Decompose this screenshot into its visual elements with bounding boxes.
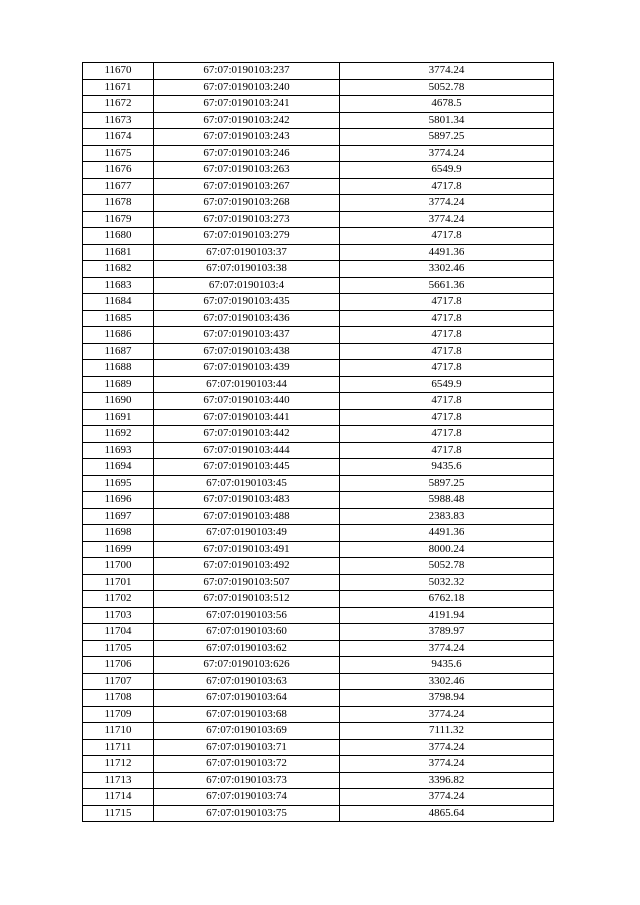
value-cell: 3774.24 [340, 195, 554, 212]
cadastral-number-cell: 67:07:0190103:4 [154, 277, 340, 294]
cadastral-number-cell: 67:07:0190103:68 [154, 706, 340, 723]
cadastral-number-cell: 67:07:0190103:72 [154, 756, 340, 773]
table-row [83, 376, 554, 393]
row-number-cell: 11685 [83, 310, 154, 327]
value-cell: 4678.5 [340, 96, 554, 113]
table-row [83, 409, 554, 426]
row-number-cell: 11689 [83, 376, 154, 393]
value-cell: 9435.6 [340, 459, 554, 476]
table-row [83, 294, 554, 311]
cadastral-number-cell: 67:07:0190103:60 [154, 624, 340, 641]
cadastral-number-cell: 67:07:0190103:273 [154, 211, 340, 228]
table-body [83, 63, 554, 822]
table-row [83, 277, 554, 294]
table-row [83, 772, 554, 789]
value-cell: 5897.25 [340, 129, 554, 146]
cadastral-number-cell: 67:07:0190103:441 [154, 409, 340, 426]
table-row [83, 574, 554, 591]
data-table [82, 62, 554, 822]
table-row [83, 723, 554, 740]
value-cell: 3774.24 [340, 145, 554, 162]
value-cell: 5052.78 [340, 79, 554, 96]
cadastral-number-cell: 67:07:0190103:263 [154, 162, 340, 179]
row-number-cell: 11686 [83, 327, 154, 344]
value-cell: 3789.97 [340, 624, 554, 641]
row-number-cell: 11693 [83, 442, 154, 459]
table-row [83, 640, 554, 657]
table-row [83, 360, 554, 377]
table-row [83, 706, 554, 723]
value-cell: 5661.36 [340, 277, 554, 294]
row-number-cell: 11676 [83, 162, 154, 179]
table-row [83, 96, 554, 113]
table-row [83, 327, 554, 344]
cadastral-number-cell: 67:07:0190103:507 [154, 574, 340, 591]
cadastral-number-cell: 67:07:0190103:45 [154, 475, 340, 492]
cadastral-number-cell: 67:07:0190103:242 [154, 112, 340, 129]
row-number-cell: 11679 [83, 211, 154, 228]
cadastral-number-cell: 67:07:0190103:440 [154, 393, 340, 410]
cadastral-number-cell: 67:07:0190103:246 [154, 145, 340, 162]
table-row [83, 63, 554, 80]
table-row [83, 690, 554, 707]
cadastral-number-cell: 67:07:0190103:74 [154, 789, 340, 806]
value-cell: 3774.24 [340, 789, 554, 806]
row-number-cell: 11680 [83, 228, 154, 245]
row-number-cell: 11670 [83, 63, 154, 80]
row-number-cell: 11671 [83, 79, 154, 96]
value-cell: 7111.32 [340, 723, 554, 740]
cadastral-number-cell: 67:07:0190103:69 [154, 723, 340, 740]
cadastral-number-cell: 67:07:0190103:237 [154, 63, 340, 80]
cadastral-number-cell: 67:07:0190103:240 [154, 79, 340, 96]
table-row [83, 591, 554, 608]
value-cell: 3302.46 [340, 261, 554, 278]
row-number-cell: 11712 [83, 756, 154, 773]
value-cell: 4717.8 [340, 442, 554, 459]
row-number-cell: 11704 [83, 624, 154, 641]
row-number-cell: 11690 [83, 393, 154, 410]
table-row [83, 211, 554, 228]
table-row [83, 261, 554, 278]
row-number-cell: 11700 [83, 558, 154, 575]
row-number-cell: 11677 [83, 178, 154, 195]
table-row [83, 789, 554, 806]
cadastral-number-cell: 67:07:0190103:241 [154, 96, 340, 113]
cadastral-number-cell: 67:07:0190103:445 [154, 459, 340, 476]
value-cell: 4717.8 [340, 294, 554, 311]
table-row [83, 541, 554, 558]
value-cell: 5988.48 [340, 492, 554, 509]
row-number-cell: 11715 [83, 805, 154, 822]
row-number-cell: 11699 [83, 541, 154, 558]
value-cell: 8000.24 [340, 541, 554, 558]
cadastral-number-cell: 67:07:0190103:64 [154, 690, 340, 707]
table-row [83, 195, 554, 212]
cadastral-number-cell: 67:07:0190103:439 [154, 360, 340, 377]
table-row [83, 756, 554, 773]
value-cell: 6549.9 [340, 376, 554, 393]
cadastral-number-cell: 67:07:0190103:437 [154, 327, 340, 344]
value-cell: 3774.24 [340, 211, 554, 228]
value-cell: 6762.18 [340, 591, 554, 608]
row-number-cell: 11687 [83, 343, 154, 360]
cadastral-number-cell: 67:07:0190103:488 [154, 508, 340, 525]
value-cell: 9435.6 [340, 657, 554, 674]
cadastral-number-cell: 67:07:0190103:279 [154, 228, 340, 245]
table-row [83, 558, 554, 575]
cadastral-number-cell: 67:07:0190103:512 [154, 591, 340, 608]
cadastral-number-cell: 67:07:0190103:73 [154, 772, 340, 789]
table-row [83, 310, 554, 327]
row-number-cell: 11711 [83, 739, 154, 756]
value-cell: 2383.83 [340, 508, 554, 525]
cadastral-number-cell: 67:07:0190103:435 [154, 294, 340, 311]
table-row [83, 178, 554, 195]
row-number-cell: 11681 [83, 244, 154, 261]
table-row [83, 244, 554, 261]
value-cell: 4717.8 [340, 343, 554, 360]
cadastral-number-cell: 67:07:0190103:438 [154, 343, 340, 360]
value-cell: 4717.8 [340, 327, 554, 344]
cadastral-number-cell: 67:07:0190103:436 [154, 310, 340, 327]
table-row [83, 673, 554, 690]
value-cell: 5801.34 [340, 112, 554, 129]
row-number-cell: 11692 [83, 426, 154, 443]
table-row [83, 228, 554, 245]
row-number-cell: 11701 [83, 574, 154, 591]
value-cell: 3774.24 [340, 756, 554, 773]
table-row [83, 624, 554, 641]
table-row [83, 607, 554, 624]
cadastral-number-cell: 67:07:0190103:243 [154, 129, 340, 146]
document-page [82, 62, 553, 822]
row-number-cell: 11683 [83, 277, 154, 294]
row-number-cell: 11698 [83, 525, 154, 542]
row-number-cell: 11696 [83, 492, 154, 509]
cadastral-number-cell: 67:07:0190103:71 [154, 739, 340, 756]
value-cell: 6549.9 [340, 162, 554, 179]
table-row [83, 129, 554, 146]
row-number-cell: 11682 [83, 261, 154, 278]
value-cell: 4865.64 [340, 805, 554, 822]
row-number-cell: 11714 [83, 789, 154, 806]
value-cell: 4191.94 [340, 607, 554, 624]
row-number-cell: 11684 [83, 294, 154, 311]
value-cell: 3302.46 [340, 673, 554, 690]
value-cell: 3774.24 [340, 63, 554, 80]
cadastral-number-cell: 67:07:0190103:492 [154, 558, 340, 575]
cadastral-number-cell: 67:07:0190103:63 [154, 673, 340, 690]
table-row [83, 657, 554, 674]
value-cell: 4717.8 [340, 310, 554, 327]
row-number-cell: 11697 [83, 508, 154, 525]
row-number-cell: 11710 [83, 723, 154, 740]
table-row [83, 343, 554, 360]
row-number-cell: 11706 [83, 657, 154, 674]
cadastral-number-cell: 67:07:0190103:56 [154, 607, 340, 624]
cadastral-number-cell: 67:07:0190103:442 [154, 426, 340, 443]
table-row [83, 475, 554, 492]
cadastral-number-cell: 67:07:0190103:62 [154, 640, 340, 657]
row-number-cell: 11675 [83, 145, 154, 162]
row-number-cell: 11713 [83, 772, 154, 789]
row-number-cell: 11674 [83, 129, 154, 146]
table-row [83, 162, 554, 179]
value-cell: 5032.32 [340, 574, 554, 591]
table-row [83, 525, 554, 542]
table-row [83, 112, 554, 129]
row-number-cell: 11673 [83, 112, 154, 129]
value-cell: 3798.94 [340, 690, 554, 707]
value-cell: 4717.8 [340, 360, 554, 377]
cadastral-number-cell: 67:07:0190103:49 [154, 525, 340, 542]
table-row [83, 426, 554, 443]
cadastral-number-cell: 67:07:0190103:626 [154, 657, 340, 674]
row-number-cell: 11707 [83, 673, 154, 690]
row-number-cell: 11672 [83, 96, 154, 113]
table-row [83, 79, 554, 96]
cadastral-number-cell: 67:07:0190103:268 [154, 195, 340, 212]
table-row [83, 459, 554, 476]
value-cell: 3774.24 [340, 739, 554, 756]
row-number-cell: 11708 [83, 690, 154, 707]
table-row [83, 145, 554, 162]
table-row [83, 492, 554, 509]
row-number-cell: 11702 [83, 591, 154, 608]
row-number-cell: 11705 [83, 640, 154, 657]
cadastral-number-cell: 67:07:0190103:37 [154, 244, 340, 261]
cadastral-number-cell: 67:07:0190103:444 [154, 442, 340, 459]
cadastral-number-cell: 67:07:0190103:491 [154, 541, 340, 558]
table-row [83, 805, 554, 822]
value-cell: 4717.8 [340, 178, 554, 195]
value-cell: 3774.24 [340, 706, 554, 723]
value-cell: 4717.8 [340, 228, 554, 245]
row-number-cell: 11678 [83, 195, 154, 212]
cadastral-number-cell: 67:07:0190103:483 [154, 492, 340, 509]
value-cell: 4491.36 [340, 244, 554, 261]
cadastral-number-cell: 67:07:0190103:267 [154, 178, 340, 195]
cadastral-number-cell: 67:07:0190103:38 [154, 261, 340, 278]
cadastral-number-cell: 67:07:0190103:75 [154, 805, 340, 822]
row-number-cell: 11694 [83, 459, 154, 476]
cadastral-number-cell: 67:07:0190103:44 [154, 376, 340, 393]
value-cell: 3396.82 [340, 772, 554, 789]
table-row [83, 393, 554, 410]
table-row [83, 508, 554, 525]
table-row [83, 442, 554, 459]
value-cell: 5897.25 [340, 475, 554, 492]
row-number-cell: 11709 [83, 706, 154, 723]
row-number-cell: 11688 [83, 360, 154, 377]
value-cell: 4717.8 [340, 409, 554, 426]
value-cell: 4491.36 [340, 525, 554, 542]
row-number-cell: 11691 [83, 409, 154, 426]
value-cell: 4717.8 [340, 393, 554, 410]
table-row [83, 739, 554, 756]
row-number-cell: 11695 [83, 475, 154, 492]
row-number-cell: 11703 [83, 607, 154, 624]
value-cell: 4717.8 [340, 426, 554, 443]
value-cell: 3774.24 [340, 640, 554, 657]
value-cell: 5052.78 [340, 558, 554, 575]
